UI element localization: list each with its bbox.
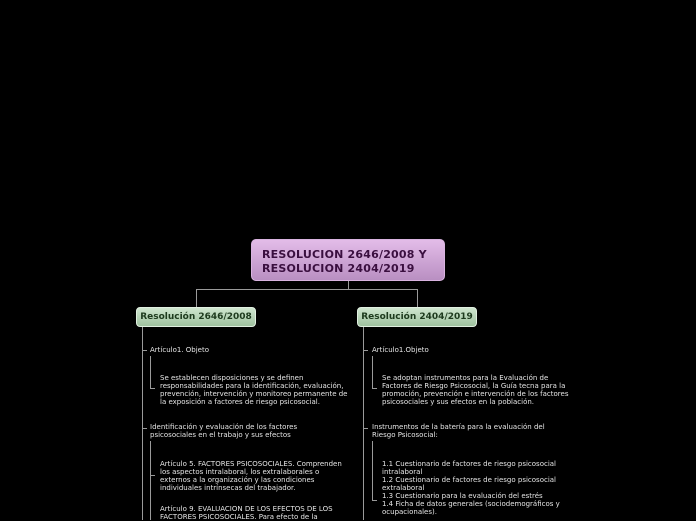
right-sub2-tick [372, 500, 377, 501]
right-topic-articulo1[interactable] [372, 346, 429, 354]
left-sub2-line [150, 441, 151, 520]
topic-line: la exposición a factores de riesgo psicosocial. [160, 398, 320, 406]
topic-line: responsabilidades para la identificación, evaluación, [160, 382, 344, 390]
branch-resolucion-2646[interactable] [136, 307, 256, 327]
topic-line: Identificación y evaluación de los factores [150, 423, 298, 431]
branch-label: Resolución 2404/2019 [361, 312, 473, 322]
topic-line: Artículo 5. FACTORES PSICOSOCIALES. Comprenden [160, 460, 342, 468]
right-sub2-line [372, 441, 373, 501]
topic-line: FACTORES PSICOSOCIALES. Para efecto de la [160, 513, 318, 521]
connector-right-drop [417, 289, 418, 308]
root-node[interactable] [251, 239, 445, 281]
right-tick-2 [363, 428, 368, 429]
connector-left-drop [196, 289, 197, 308]
root-title-line2: RESOLUCION 2404/2019 [262, 262, 415, 275]
topic-line: Artículo 9. EVALUACION DE LOS EFECTOS DE LOS [160, 505, 333, 513]
left-tick-1 [142, 350, 147, 351]
left-sub2-tick-a [150, 475, 155, 476]
topic-line: Artículo1. Objeto [150, 346, 210, 354]
topic-line: Instrumentos de la batería para la evaluación del [372, 423, 545, 431]
topic-line: 1.1 Cuestionario de factores de riesgo psicosocial [382, 460, 556, 468]
right-sub1-tick [372, 388, 377, 389]
left-topic-articulo1[interactable] [150, 346, 209, 354]
connector-root-stem [348, 281, 349, 289]
topic-line: individuales intrínsecas del trabajador. [160, 484, 296, 492]
topic-line: Se establecen disposiciones y se definen [160, 374, 304, 382]
topic-line: promoción, prevención e intervención de los factores [382, 390, 569, 398]
topic-line: Factores de Riesgo Psicosocial, la Guía tecna para la [382, 382, 566, 390]
left-topic-objeto-detalle[interactable] [160, 374, 348, 406]
right-topic-instrumentos[interactable] [372, 423, 545, 439]
left-topic-articulo9[interactable] [160, 505, 333, 521]
topic-line: psicosociales y sus efectos en la población. [382, 398, 535, 406]
connector-horizontal [196, 289, 418, 290]
root-title-line1: RESOLUCION 2646/2008 Y [262, 248, 427, 261]
left-topic-articulo5[interactable] [160, 460, 342, 492]
topic-line: 1.3 Cuestionario para la evaluación del estrés [382, 492, 543, 500]
left-trunk-line [142, 327, 143, 520]
topic-line: los aspectos intralaboral, los extralaborales o [160, 468, 320, 476]
branch-resolucion-2404[interactable] [357, 307, 477, 327]
branch-label: Resolución 2646/2008 [140, 312, 252, 322]
right-topic-cuestionarios[interactable] [382, 460, 560, 516]
topic-line: ocupacionales). [382, 508, 437, 516]
right-topic-objeto-detalle[interactable] [382, 374, 568, 406]
topic-line: externos a la organización y las condiciones [160, 476, 315, 484]
left-sub1-line [150, 356, 151, 388]
topic-line: extralaboral [382, 484, 425, 492]
topic-line: prevención, intervención y monitoreo permanente de [160, 390, 348, 398]
topic-line: intralaboral [382, 468, 423, 476]
topic-line: Artículo1.Objeto [372, 346, 429, 354]
right-sub1-line [372, 356, 373, 388]
topic-line: 1.2 Cuestionario de factores de riesgo psicosocial [382, 476, 556, 484]
topic-line: Se adoptan instrumentos para la Evaluación de [382, 374, 549, 382]
left-sub1-tick [150, 388, 155, 389]
topic-line: 1.4 Ficha de datos generales (sociodemográficos y [382, 500, 560, 508]
right-trunk-line [363, 327, 364, 520]
topic-line: psicosociales en el trabajo y sus efectos [150, 431, 291, 439]
left-topic-identificacion[interactable] [150, 423, 297, 439]
left-tick-2 [142, 428, 147, 429]
topic-line: Riesgo Psicosocial: [372, 431, 438, 439]
right-tick-1 [363, 350, 368, 351]
